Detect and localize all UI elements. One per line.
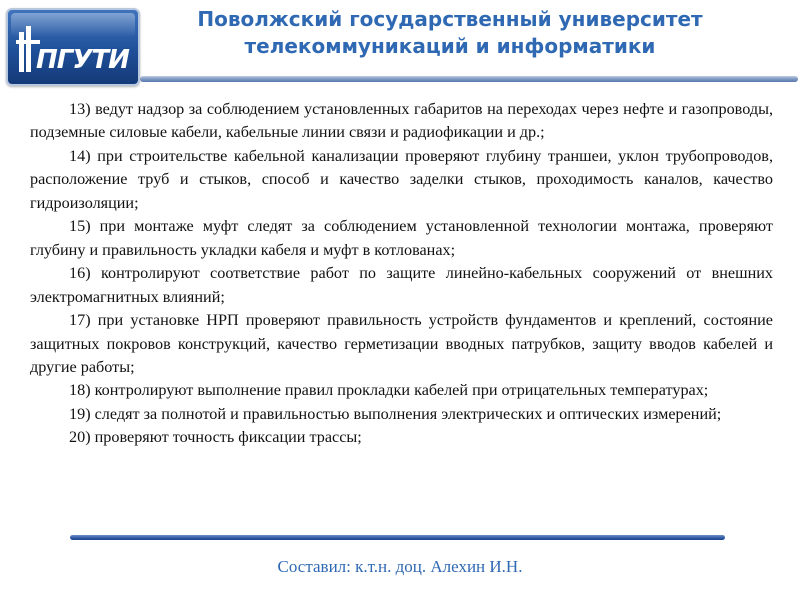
footer-divider — [70, 535, 725, 540]
paragraph-14: 14) при строительстве кабельной канализации проверяют глубину траншеи, уклон трубопроводов, расположение труб и стыков, способ и качество заделки стыков, проходимость каналов, качество гидроизоляции; — [30, 146, 773, 212]
logo-tower-mid — [26, 26, 31, 72]
logo-crossbar — [16, 40, 40, 44]
header-divider — [140, 76, 798, 82]
paragraph-17: 17) при установке НРП проверяют правильность устройств фундаментов и креплений, состояние защитных покровов конструкций, качество герметизации вводных патрубков, защиту вводов кабелей и другие работы; — [30, 311, 773, 376]
author-credit: Составил: к.т.н. доц. Алехин И.Н. — [277, 557, 523, 576]
paragraph-18: 18) контролируют выполнение правил прокладки кабелей при отрицательных температурах; — [69, 381, 709, 400]
logo-text: ПГУТИ — [36, 45, 129, 75]
page-title: Поволжский государственный университет телекоммуникаций и информатики — [197, 7, 703, 58]
logo-mark — [8, 10, 138, 84]
logo-tower-left — [19, 32, 24, 72]
paragraph-20: 20) проверяют точность фиксации трассы; — [69, 428, 362, 447]
paragraph-15: 15) при монтаже муфт следят за соблюдением установленной технологии монтажа, проверяют глубину и правильность укладки кабеля и муфт в котлованах; — [30, 217, 773, 259]
university-logo — [6, 8, 140, 86]
main-text — [30, 98, 773, 450]
paragraph-19: 19) следят за полнотой и правильностью выполнения электрических и оптических измерений; — [69, 404, 722, 423]
paragraph-16: 16) контролируют соответствие работ по защите линейно-кабельных сооружений от внешних электромагнитных влияний; — [30, 264, 773, 306]
paragraph-13: 13) ведут надзор за соблюдением установленных габаритов на переходах через нефте и газопроводы, подземные силовые кабели, кабельные линии связи и радиофикации и др.; — [30, 100, 773, 142]
